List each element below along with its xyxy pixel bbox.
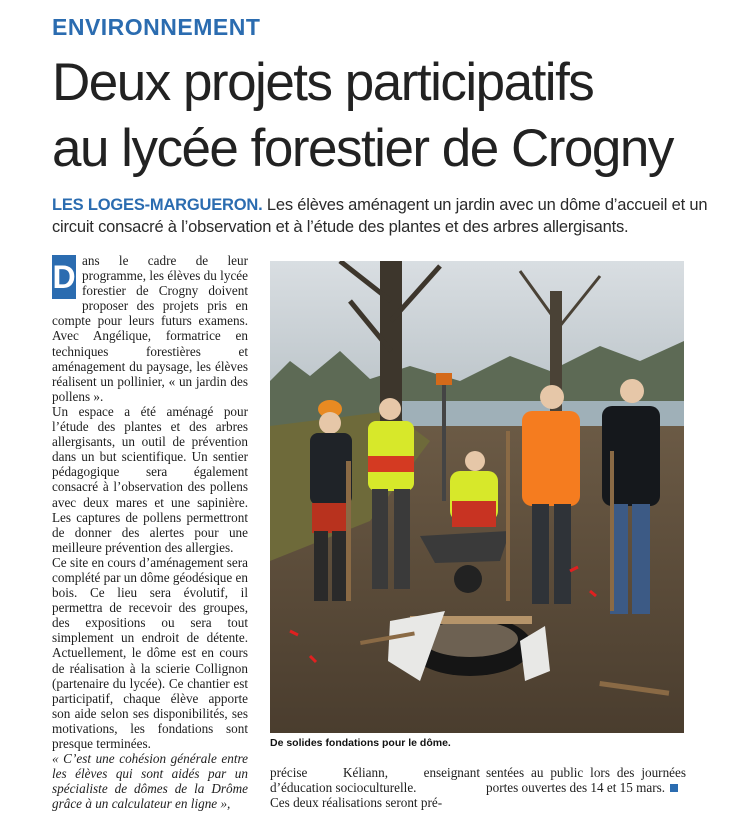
end-mark-icon [670,784,678,792]
photo [270,261,684,733]
chapo [52,194,720,238]
column-1 [52,253,248,811]
mast-light [436,373,452,385]
paragraph-2: Un espace a été aménagé pour l’étude des plantes et des arbres allergisants, un outil de prévention dans un but scientifique. Un sentier pédagogique sera également consacré à l’observation des pollens avec deux mares et une sapinière. Les captures de pollens permettront de donner des alertes pour une meilleure prévention des allergies. [52,403,248,555]
quote: « C’est une cohésion générale entre les élèves qui sont aidés par un spécialiste de dômes de la Drôme grâce à un calculateur en ligne », [52,751,248,812]
column-2 [270,765,480,810]
paragraph-1-text: ans le cadre de leur programme, les élèves du lycée forestier de Crogny doivent proposer des projets pris en compte pour leurs futurs examens. Avec Angélique, formatrice en techniques forestières et aménagement du paysage, les élèves réalisent un pollinier, « un jardin des pollens ». [52,253,248,404]
headline-line-2: au lycée forestier de Crogny [52,119,673,178]
photo-caption: De solides fondations pour le dôme. [270,737,451,749]
headline [52,50,722,182]
tire-foundation [388,611,550,681]
column-3-paragraph-1 [486,765,686,795]
tree-trunk-mid [550,291,562,431]
survey-mast [442,381,446,501]
column-3 [486,765,686,795]
column-2-paragraph-2: Ces deux réalisations seront pré- [270,795,443,811]
dropcap: D [52,255,76,299]
headline-line-1: Deux projets participatifs [52,53,594,112]
column-2-paragraph-1: précise Kéliann, enseignant d’éducation socioculturelle. [270,765,480,796]
column-3-text: sentées au public lors des journées portes ouvertes des 14 et 15 mars. [486,765,686,796]
paragraph-3: Ce site en cours d’aménagement sera complété par un dôme géodésique en bois. Ce lieu sera évolutif, il permettra de recevoir des groupes, des expositions ou sera tout simplement un endroit de détente. Actuellement, le dôme est en cours de réalisation à la scierie Collignon (partenaire du lycée). Ce chantier est participatif, chaque élève apporte son aide selon ses disponibilités, ses motivations, les fondations sont presque terminées. [52,554,248,751]
paragraph-1 [52,253,248,404]
rubric: ENVIRONNEMENT [52,14,261,40]
chapo-text: Les élèves aménagent un jardin avec un dôme d’accueil et un circuit consacré à l’observation et à l’étude des plantes et des arbres allergisants. [52,196,708,236]
chapo-place: LES LOGES-MARGUERON. [52,196,263,214]
